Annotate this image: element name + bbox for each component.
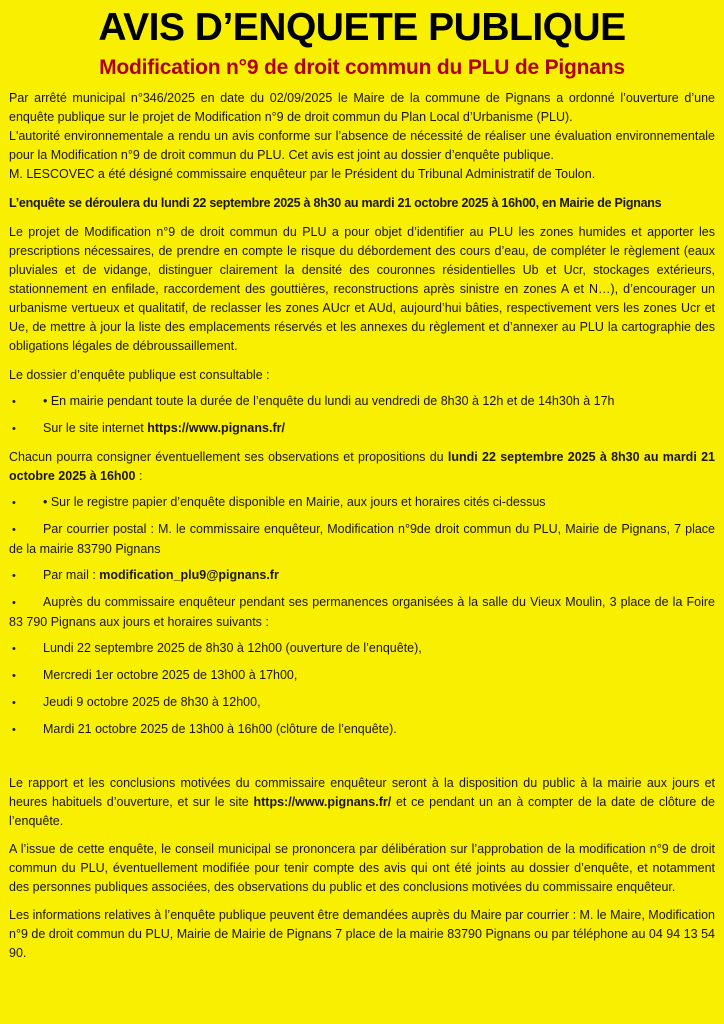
notice-header — [9, 6, 715, 80]
bullet-marker: • — [12, 596, 16, 609]
text-segment: Sur le site internet — [43, 420, 148, 435]
bullet-site-internet — [9, 419, 715, 439]
project-object — [9, 223, 715, 356]
text-segment: Par arrêté municipal n°346/2025 en date du 02/09/2025 le Maire de la commune de Pignans a ordonné l’ouverture d’une enquête publique sur le projet de Modification n°9 de droit commun du Plan Local d’Urbanisme (PLU). — [9, 90, 715, 124]
email-address: modification_plu9@pignans.fr — [99, 567, 279, 582]
document-body — [9, 89, 715, 963]
bullet-marker: • — [12, 422, 16, 435]
text-segment: Les informations relatives à l’enquête publique peuvent être demandées auprès du Maire par courrier : M. le Maire, Modification n°9 de droit commun du PLU, Mairie de Mairie de Pignans 7 place de la mairie 83790 Pignans ou par téléphone au — [9, 907, 715, 941]
bullet-mail — [9, 566, 715, 586]
intro-commissaire — [9, 165, 715, 184]
text-segment: Par mail : — [43, 567, 100, 582]
bullet-marker: • — [12, 523, 16, 536]
intro-autorite-environnementale — [9, 127, 715, 165]
text-segment: Jeudi 9 octobre 2025 de 8h30 à 12h00, — [43, 694, 261, 709]
text-segment: et ce pendant un an à compter de la date de clôture de l’enquête. — [9, 794, 715, 828]
bullet-courrier-postal — [9, 520, 715, 559]
bullet-registre-papier — [9, 493, 715, 513]
informations-contact — [9, 906, 715, 963]
text-segment: Le rapport et les conclusions motivées du commissaire enquêteur seront à la disposition du public à la mairie aux jours et heures habituels d’ouverture, et sur le site — [9, 775, 715, 809]
text-segment: Mercredi 1er octobre 2025 de 13h00 à 17h00, — [43, 667, 298, 682]
notice-title: AVIS D’ENQUETE PUBLIQUE — [98, 6, 626, 49]
text-segment: . — [22, 945, 27, 960]
bullet-permanences — [9, 593, 715, 632]
website-url: https://www.pignans.fr/ — [253, 794, 392, 809]
text-segment: Chacun pourra consigner éventuellement ses observations et propositions du — [9, 449, 448, 464]
text-segment: Lundi 22 septembre 2025 de 8h30 à 12h00 (ouverture de l’enquête), — [43, 640, 422, 655]
dossier-consultable-intro — [9, 366, 715, 385]
bullet-marker: • — [12, 696, 16, 709]
text-segment: lundi 22 septembre 2025 à 8h30 au mardi 21 octobre 2025 à 16h00 — [9, 449, 715, 483]
text-segment: : — [135, 468, 143, 483]
text-segment: A l’issue de cette enquête, le conseil municipal se prononcera par délibération sur l’approbation de la modification n°9 de droit commun du PLU, éventuellement modifiée pour tenir compte des avis qui ont été joints au dossier d’enquête, et notamment des personnes publiques associées, des observations du public et des conclusions motivées du commissaire enquêteur. — [9, 841, 715, 894]
rapport-conclusions — [9, 774, 715, 831]
bullet-permanence-2 — [9, 666, 715, 686]
bullet-marker: • — [12, 669, 16, 682]
bullet-permanence-4 — [9, 720, 715, 740]
text-segment: M. LESCOVEC a été désigné commissaire enquêteur par le Président du Tribunal Administratif de Toulon. — [9, 166, 596, 181]
phone-number: 04 94 13 54 90 — [9, 926, 715, 960]
bullet-marker: • — [12, 496, 16, 509]
text-segment: • Sur le registre papier d’enquête disponible en Mairie, aux jours et horaires cités ci-dessus — [43, 494, 546, 509]
text-segment: L’enquête se déroulera du lundi 22 septembre 2025 à 8h30 au mardi 21 octobre 2025 à 16h00, en Mairie de Pignans — [9, 195, 662, 210]
website-url: https://www.pignans.fr/ — [147, 420, 285, 435]
text-segment: • En mairie pendant toute la durée de l’enquête du lundi au vendredi de 8h30 à 12h et de 14h30h à 17h — [43, 393, 615, 408]
bullet-marker: • — [12, 395, 16, 408]
bullet-permanence-1 — [9, 639, 715, 659]
notice-subtitle: Modification n°9 de droit commun du PLU de Pignans — [99, 55, 625, 79]
bullet-mairie-horaires — [9, 392, 715, 412]
bullet-marker: • — [12, 569, 16, 582]
enquiry-period-line — [9, 194, 715, 213]
bullet-marker: • — [12, 723, 16, 736]
text-segment: Par courrier postal : M. le commissaire enquêteur, Modification n°9de droit commun du PLU, Mairie de Pignans, 7 place de la mairie 83790 Pignans — [9, 521, 715, 556]
intro-arrete — [9, 89, 715, 127]
bullet-permanence-3 — [9, 693, 715, 713]
text-segment: Auprès du commissaire enquêteur pendant ses permanences organisées à la salle du Vieux Moulin, 3 place de la Foire 83 790 Pignans aux jours et horaires suivants : — [9, 594, 715, 629]
issue-enquete — [9, 840, 715, 897]
text-segment: Le projet de Modification n°9 de droit commun du PLU a pour objet d’identifier au PLU les zones humides et apporter les prescriptions nécessaires, de prendre en compte le risque du débordement des cours d’eau, de compléter le règlement (eaux pluviales et de vidange, distinguer clairement la densité des couronnes résidentielles Ub et Ucr, stockages extérieurs, stationnement en enfilade, raccordement des gouttières, reconstructions après sinistre en zones A et N…), d’encourager un urbanisme vertueux et qualitatif, de reclasser les zones AUcr et AUd, aujourd’hui bâties, respectivement vers les zones Ucr et Ue, de mettre à jour la liste des emplacements réservés et les annexes du règlement et d’annexer au PLU la cartographie des obligations légales de débroussaillement. — [9, 224, 715, 353]
text-segment: Le dossier d’enquête publique est consultable : — [9, 367, 270, 382]
text-segment: L'autorité environnementale a rendu un avis conforme sur l’absence de nécessité de réaliser une évaluation environnementale pour la Modification n°9 de droit commun du PLU. Cet avis est joint au dossier d’enquête publique. — [9, 128, 715, 162]
text-segment: Mardi 21 octobre 2025 de 13h00 à 16h00 (clôture de l’enquête). — [43, 721, 397, 736]
observations-intro — [9, 448, 715, 486]
bullet-marker: • — [12, 642, 16, 655]
